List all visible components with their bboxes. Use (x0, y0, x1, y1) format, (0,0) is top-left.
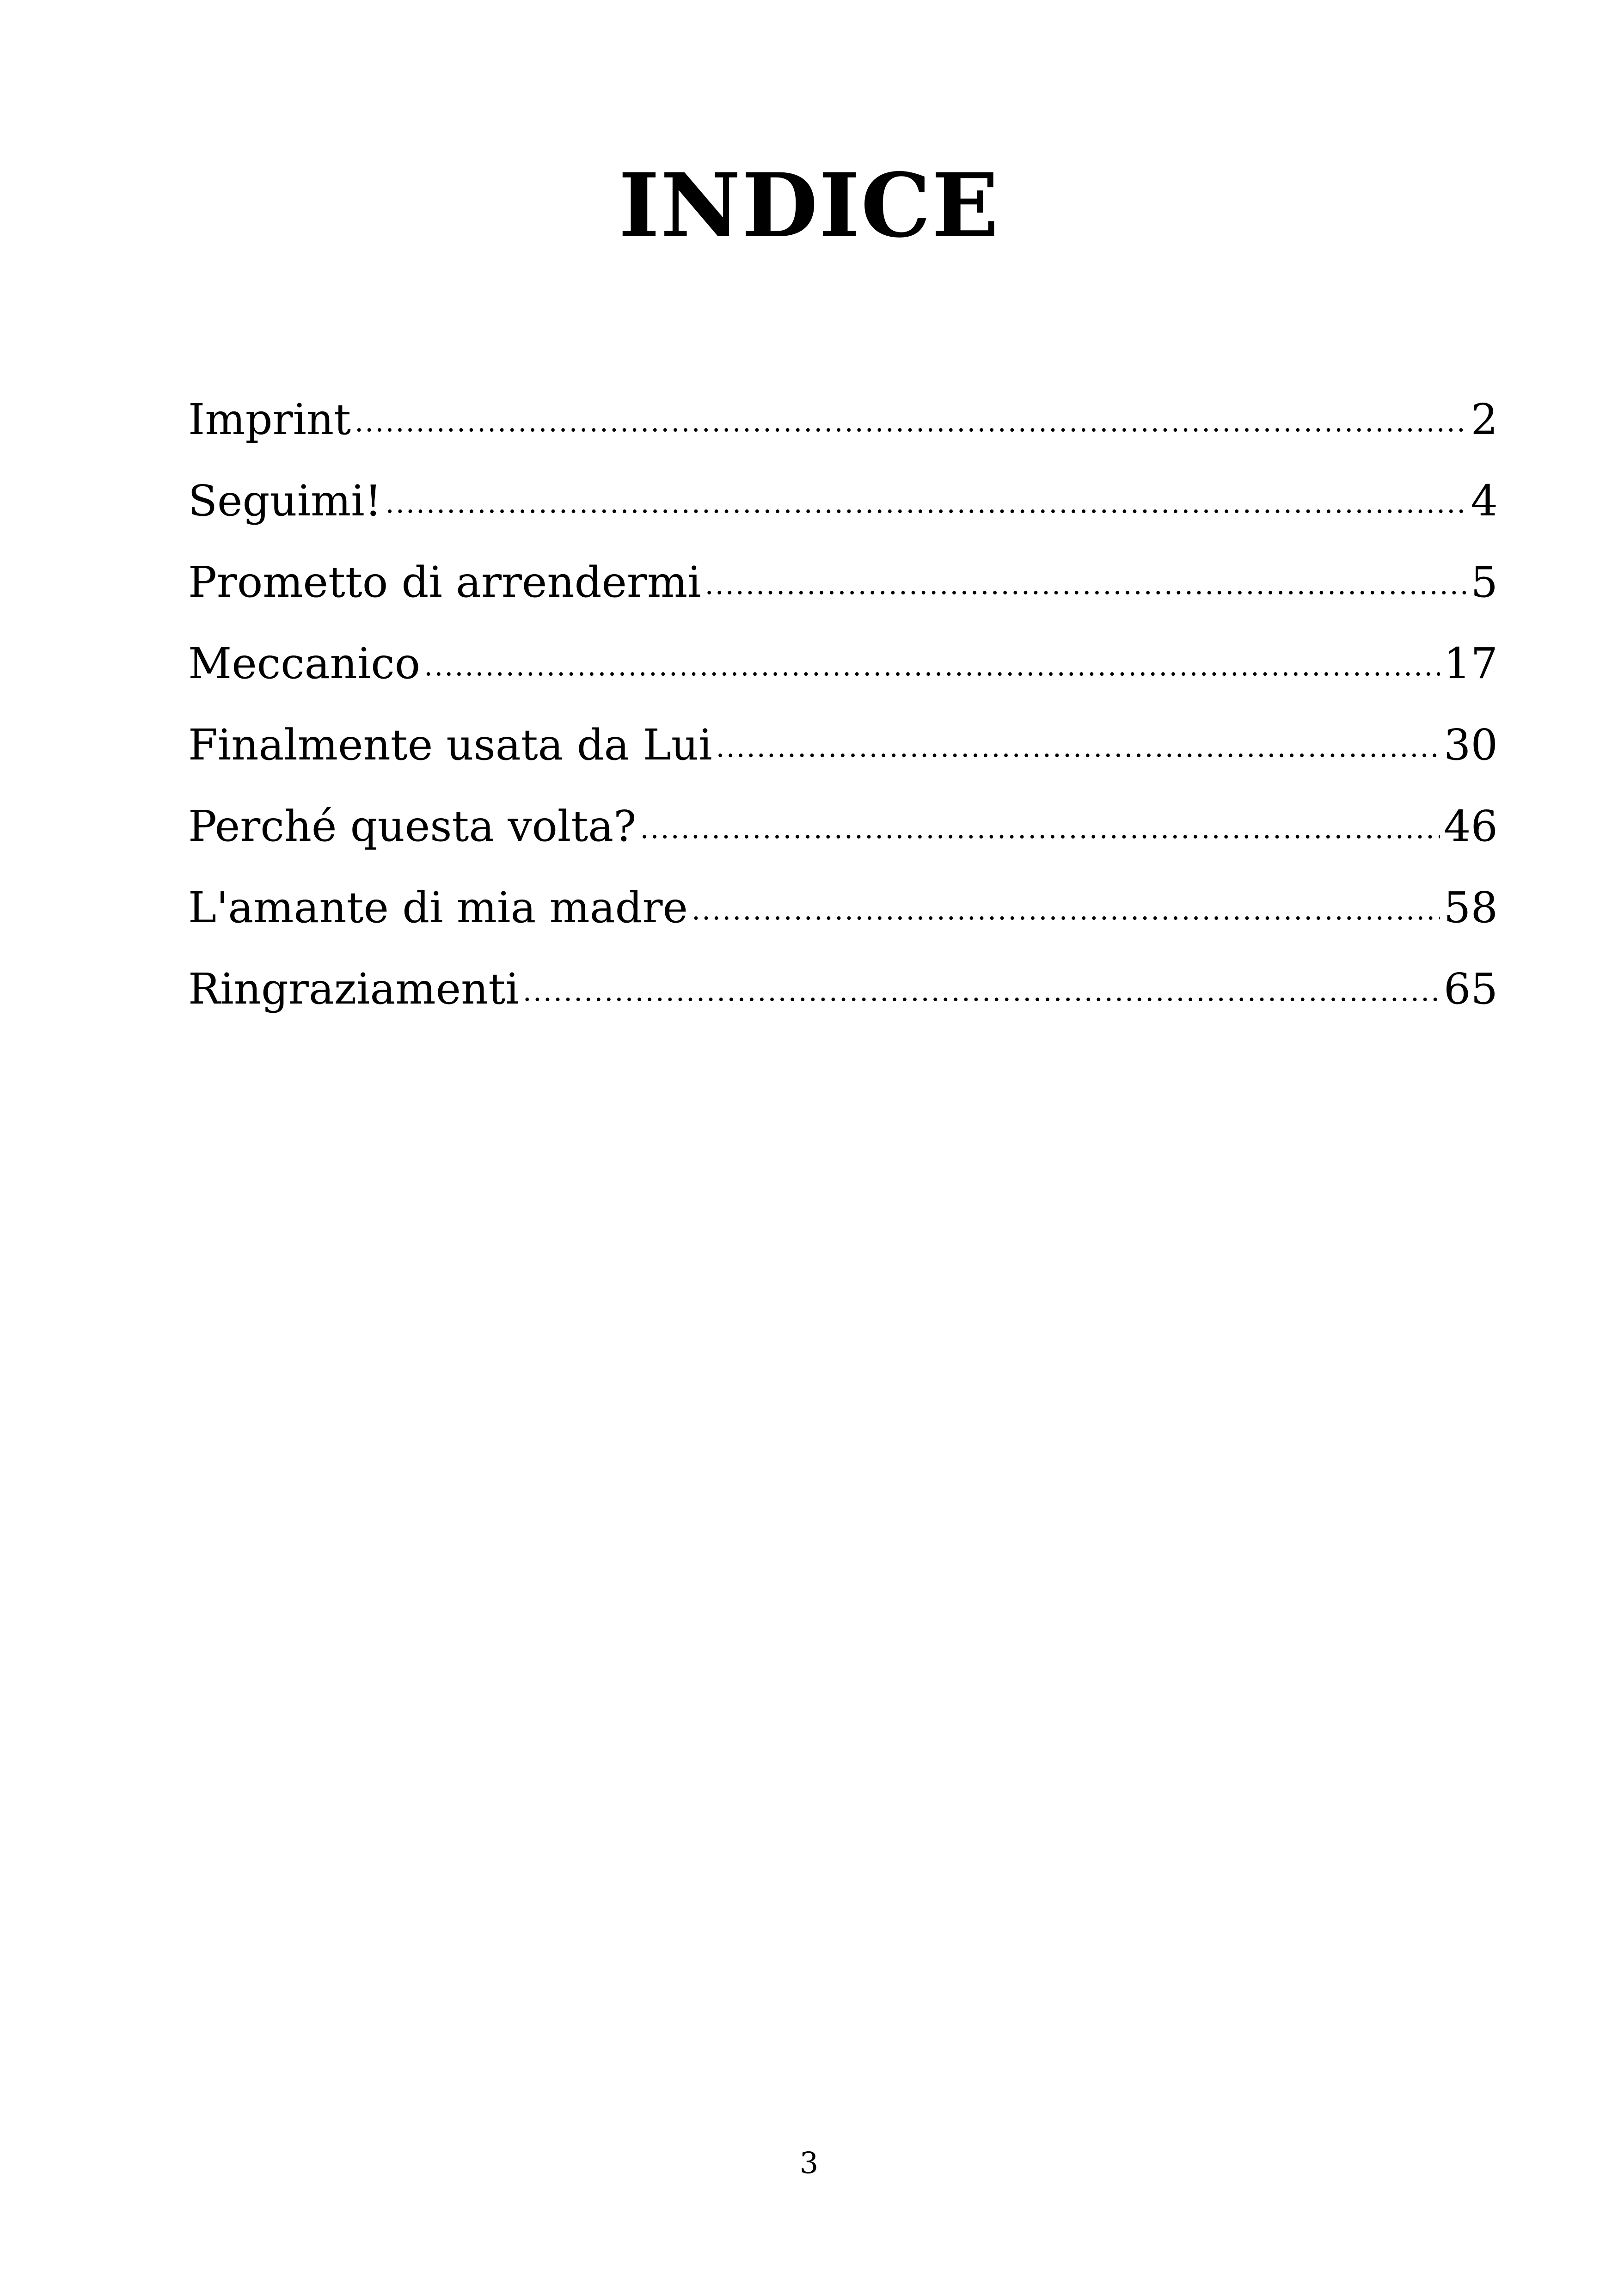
toc-dot-leader (386, 463, 1467, 544)
toc-dot-leader (692, 869, 1440, 951)
toc-entry-page-number: 46 (1443, 802, 1498, 851)
toc-entry-page-number: 58 (1443, 883, 1498, 932)
toc-entry-title: Meccanico (188, 639, 421, 688)
toc-entry-page-number: 30 (1443, 720, 1498, 770)
toc-entry-title: Finalmente usata da Lui (188, 720, 712, 770)
table-of-contents (188, 379, 1498, 1030)
toc-dot-leader (705, 544, 1467, 625)
toc-entry-title: L'amante di mia madre (188, 883, 688, 932)
toc-entry-title: Prometto di arrendermi (188, 557, 701, 607)
toc-entry-page-number: 65 (1443, 964, 1498, 1014)
footer-page-number: 3 (799, 2146, 819, 2180)
toc-dot-leader (640, 788, 1440, 869)
toc-entry-page-number: 4 (1471, 476, 1498, 526)
toc-entry-title: Seguimi! (188, 476, 382, 526)
toc-entry[interactable] (188, 460, 1498, 542)
toc-dot-leader (523, 951, 1440, 1032)
toc-entry[interactable] (188, 379, 1498, 460)
toc-entry[interactable] (188, 623, 1498, 704)
toc-dot-leader (716, 707, 1440, 788)
toc-dot-leader (424, 625, 1440, 707)
toc-entry[interactable] (188, 704, 1498, 786)
page-title: INDICE (618, 154, 1000, 257)
toc-entry-page-number: 5 (1471, 557, 1498, 607)
toc-entry-title: Perché questa volta? (188, 802, 637, 851)
toc-entry[interactable] (188, 867, 1498, 949)
toc-entry[interactable] (188, 786, 1498, 867)
toc-entry-title: Ringraziamenti (188, 964, 519, 1014)
toc-entry[interactable] (188, 949, 1498, 1030)
toc-entry-page-number: 2 (1471, 395, 1498, 444)
toc-entry[interactable] (188, 542, 1498, 623)
toc-entry-title: Imprint (188, 395, 351, 444)
toc-entry-page-number: 17 (1443, 639, 1498, 688)
toc-dot-leader (355, 381, 1467, 463)
